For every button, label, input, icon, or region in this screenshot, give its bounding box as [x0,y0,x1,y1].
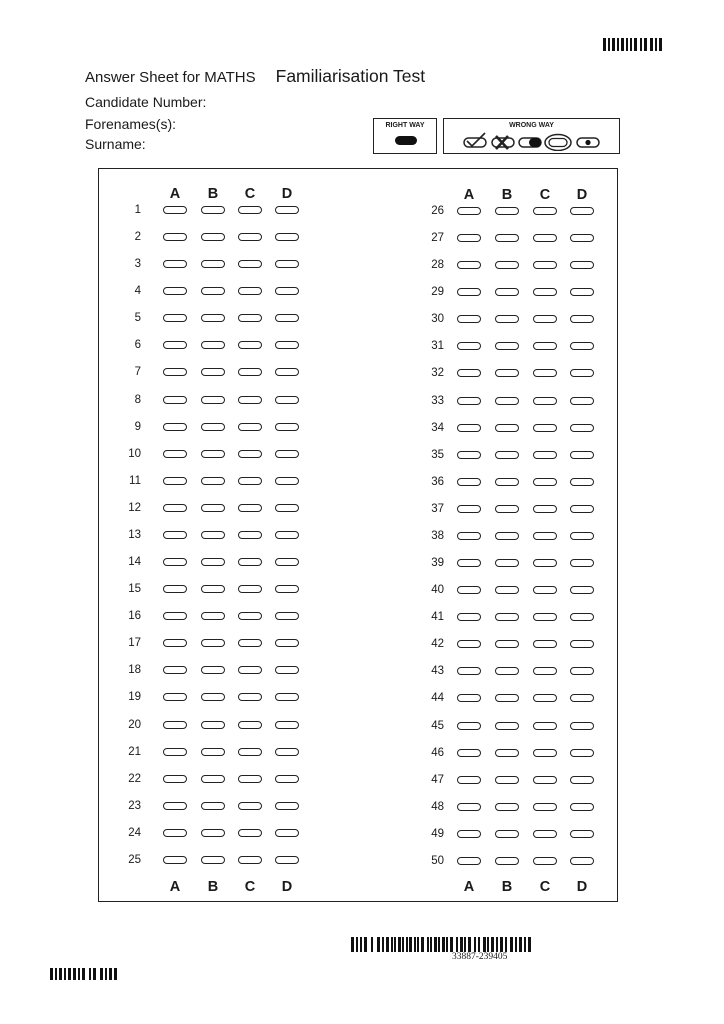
answer-bubble-30-a[interactable] [457,315,481,323]
answer-bubble-40-c[interactable] [533,586,557,594]
answer-bubble-1-d[interactable] [275,206,299,214]
answer-bubble-19-d[interactable] [275,693,299,701]
question-number: 16 [128,610,141,623]
question-number: 31 [431,340,444,353]
answer-bubble-40-b[interactable] [495,586,519,594]
answer-bubble-10-a[interactable] [163,450,187,458]
answer-bubble-48-a[interactable] [457,803,481,811]
answer-bubble-2-a[interactable] [163,233,187,241]
candidate-number-label: Candidate Number: [85,94,207,110]
answer-bubble-2-c[interactable] [238,233,262,241]
answer-bubble-25-c[interactable] [238,856,262,864]
question-number: 36 [431,475,444,488]
answer-bubble-30-b[interactable] [495,315,519,323]
answer-bubble-50-a[interactable] [457,857,481,865]
answer-bubble-37-d[interactable] [570,505,594,513]
answer-bubble-28-a[interactable] [457,261,481,269]
answer-bubble-42-d[interactable] [570,640,594,648]
page-title [85,66,425,87]
answer-bubble-14-b[interactable] [201,558,225,566]
question-number: 19 [128,691,141,704]
wrong-marks-icon [462,131,602,151]
question-number: 24 [128,826,141,839]
answer-bubble-42-b[interactable] [495,640,519,648]
right-top-col-header-a: A [463,187,475,203]
surname-label: Surname: [85,136,146,152]
answer-bubble-17-b[interactable] [201,639,225,647]
answer-bubble-11-a[interactable] [163,477,187,485]
answer-bubble-37-a[interactable] [457,505,481,513]
question-number: 30 [431,313,444,326]
question-number: 5 [134,312,141,325]
answer-bubble-12-a[interactable] [163,504,187,512]
answer-bubble-14-a[interactable] [163,558,187,566]
question-number: 10 [128,447,141,460]
question-number: 21 [128,745,141,758]
question-number: 27 [431,232,444,245]
answer-bubble-27-c[interactable] [533,234,557,242]
answer-bubble-5-a[interactable] [163,314,187,322]
answer-bubble-49-b[interactable] [495,830,519,838]
question-number: 28 [431,259,444,272]
question-number: 6 [134,339,141,352]
question-number: 11 [129,474,141,487]
barcode-bar [659,38,662,51]
answer-bubble-50-d[interactable] [570,857,594,865]
answer-bubble-35-a[interactable] [457,451,481,459]
answer-bubble-18-b[interactable] [201,666,225,674]
answer-bubble-29-b[interactable] [495,288,519,296]
question-number: 7 [134,366,141,379]
answer-bubble-11-c[interactable] [238,477,262,485]
answer-bubble-23-d[interactable] [275,802,299,810]
answer-bubble-17-c[interactable] [238,639,262,647]
answer-bubble-34-a[interactable] [457,424,481,432]
question-number: 39 [431,557,444,570]
wrong-way-legend [443,118,620,154]
answer-bubble-22-d[interactable] [275,775,299,783]
question-number: 44 [431,692,444,705]
answer-bubble-12-b[interactable] [201,504,225,512]
question-number: 40 [431,584,444,597]
answer-bubble-40-a[interactable] [457,586,481,594]
cross-mark-icon [492,136,514,149]
answer-bubble-15-d[interactable] [275,585,299,593]
question-number: 13 [128,528,141,541]
answer-bubble-35-b[interactable] [495,451,519,459]
answer-bubble-46-b[interactable] [495,749,519,757]
answer-bubble-22-b[interactable] [201,775,225,783]
answer-bubble-36-b[interactable] [495,478,519,486]
question-number: 32 [431,367,444,380]
answer-bubble-24-c[interactable] [238,829,262,837]
answer-bubble-7-c[interactable] [238,368,262,376]
answer-bubble-46-c[interactable] [533,749,557,757]
question-number: 20 [128,718,141,731]
answer-bubble-6-c[interactable] [238,341,262,349]
answer-bubble-9-d[interactable] [275,423,299,431]
answer-bubble-17-d[interactable] [275,639,299,647]
answer-bubble-35-c[interactable] [533,451,557,459]
tick-mark-icon [464,133,486,147]
answer-bubble-8-a[interactable] [163,396,187,404]
answer-bubble-5-b[interactable] [201,314,225,322]
answer-bubble-48-c[interactable] [533,803,557,811]
answer-bubble-17-a[interactable] [163,639,187,647]
question-number: 18 [128,664,141,677]
answer-bubble-45-a[interactable] [457,722,481,730]
answer-bubble-7-d[interactable] [275,368,299,376]
answer-bubble-37-c[interactable] [533,505,557,513]
answer-bubble-18-a[interactable] [163,666,187,674]
answer-bubble-42-c[interactable] [533,640,557,648]
right-bottom-col-header-a: A [463,879,475,895]
answer-bubble-30-d[interactable] [570,315,594,323]
dot-mark-icon [577,138,599,147]
answer-bubble-31-a[interactable] [457,342,481,350]
answer-bubble-33-c[interactable] [533,397,557,405]
answer-bubble-31-d[interactable] [570,342,594,350]
answer-bubble-47-a[interactable] [457,776,481,784]
question-number: 9 [134,420,141,433]
answer-bubble-27-d[interactable] [570,234,594,242]
answer-bubble-33-a[interactable] [457,397,481,405]
answer-bubble-48-d[interactable] [570,803,594,811]
left-top-col-header-c: C [244,186,256,202]
answer-bubble-35-d[interactable] [570,451,594,459]
answer-bubble-44-c[interactable] [533,694,557,702]
question-number: 42 [431,638,444,651]
forenames-label: Forenames(s): [85,116,177,132]
answer-bubble-29-d[interactable] [570,288,594,296]
answer-bubble-34-d[interactable] [570,424,594,432]
answer-bubble-21-d[interactable] [275,748,299,756]
answer-bubble-16-b[interactable] [201,612,225,620]
answer-bubble-10-c[interactable] [238,450,262,458]
answer-bubble-1-a[interactable] [163,206,187,214]
answer-bubble-1-c[interactable] [238,206,262,214]
answer-bubble-45-d[interactable] [570,722,594,730]
answer-bubble-41-c[interactable] [533,613,557,621]
answer-bubble-46-a[interactable] [457,749,481,757]
question-number: 48 [431,800,444,813]
answer-bubble-25-b[interactable] [201,856,225,864]
answer-bubble-28-b[interactable] [495,261,519,269]
answer-bubble-50-b[interactable] [495,857,519,865]
answer-bubble-36-d[interactable] [570,478,594,486]
question-number: 37 [431,502,444,515]
half-filled-icon [519,138,541,147]
question-number: 23 [128,799,141,812]
question-number: 38 [431,529,444,542]
answer-bubble-22-c[interactable] [238,775,262,783]
answer-bubble-29-c[interactable] [533,288,557,296]
answer-bubble-47-c[interactable] [533,776,557,784]
answer-bubble-21-b[interactable] [201,748,225,756]
answer-bubble-43-c[interactable] [533,667,557,675]
answer-bubble-13-a[interactable] [163,531,187,539]
answer-bubble-9-b[interactable] [201,423,225,431]
answer-bubble-44-d[interactable] [570,694,594,702]
question-number: 43 [431,665,444,678]
answer-bubble-26-a[interactable] [457,207,481,215]
answer-bubble-9-c[interactable] [238,423,262,431]
filled-bubble-icon [395,136,417,145]
answer-bubble-43-d[interactable] [570,667,594,675]
question-number: 8 [134,393,141,406]
question-number: 4 [134,285,141,298]
answer-bubble-32-d[interactable] [570,369,594,377]
question-number: 47 [431,773,444,786]
answer-bubble-33-b[interactable] [495,397,519,405]
answer-grid [98,168,618,902]
answer-bubble-15-b[interactable] [201,585,225,593]
answer-bubble-13-c[interactable] [238,531,262,539]
answer-bubble-4-d[interactable] [275,287,299,295]
right-bottom-col-header-b: B [501,879,513,895]
answer-bubble-6-d[interactable] [275,341,299,349]
answer-bubble-4-a[interactable] [163,287,187,295]
answer-bubble-28-d[interactable] [570,261,594,269]
answer-bubble-47-b[interactable] [495,776,519,784]
answer-bubble-38-c[interactable] [533,532,557,540]
answer-bubble-46-d[interactable] [570,749,594,757]
answer-bubble-34-c[interactable] [533,424,557,432]
right-top-col-header-c: C [539,187,551,203]
answer-bubble-45-b[interactable] [495,722,519,730]
left-bottom-col-header-d: D [281,879,293,895]
answer-bubble-10-d[interactable] [275,450,299,458]
answer-bubble-7-b[interactable] [201,368,225,376]
answer-bubble-7-a[interactable] [163,368,187,376]
answer-bubble-19-c[interactable] [238,693,262,701]
answer-bubble-47-d[interactable] [570,776,594,784]
answer-bubble-3-d[interactable] [275,260,299,268]
answer-bubble-14-d[interactable] [275,558,299,566]
right-top-col-header-b: B [501,187,513,203]
question-number: 29 [431,286,444,299]
answer-bubble-19-a[interactable] [163,693,187,701]
question-number: 25 [128,853,141,866]
question-number: 49 [431,827,444,840]
answer-bubble-22-a[interactable] [163,775,187,783]
answer-bubble-36-c[interactable] [533,478,557,486]
question-number: 35 [431,448,444,461]
answer-bubble-43-a[interactable] [457,667,481,675]
left-bottom-col-header-b: B [207,879,219,895]
answer-bubble-5-c[interactable] [238,314,262,322]
answer-bubble-39-b[interactable] [495,559,519,567]
answer-bubble-29-a[interactable] [457,288,481,296]
answer-bubble-40-d[interactable] [570,586,594,594]
answer-bubble-48-b[interactable] [495,803,519,811]
answer-bubble-49-a[interactable] [457,830,481,838]
answer-bubble-6-a[interactable] [163,341,187,349]
answer-bubble-32-a[interactable] [457,369,481,377]
answer-bubble-41-d[interactable] [570,613,594,621]
answer-bubble-41-b[interactable] [495,613,519,621]
question-number: 45 [431,719,444,732]
barcode-bar [528,937,531,952]
answer-bubble-31-b[interactable] [495,342,519,350]
answer-bubble-20-b[interactable] [201,721,225,729]
answer-bubble-32-b[interactable] [495,369,519,377]
answer-bubble-2-b[interactable] [201,233,225,241]
answer-bubble-25-a[interactable] [163,856,187,864]
answer-bubble-39-c[interactable] [533,559,557,567]
question-number: 17 [128,637,141,650]
answer-bubble-28-c[interactable] [533,261,557,269]
answer-bubble-23-c[interactable] [238,802,262,810]
answer-bubble-16-a[interactable] [163,612,187,620]
answer-bubble-39-d[interactable] [570,559,594,567]
answer-bubble-5-d[interactable] [275,314,299,322]
answer-bubble-16-d[interactable] [275,612,299,620]
answer-bubble-24-a[interactable] [163,829,187,837]
answer-bubble-3-a[interactable] [163,260,187,268]
question-number: 41 [431,611,444,624]
barcode-bar [114,968,117,980]
question-number: 33 [431,394,444,407]
answer-bubble-45-c[interactable] [533,722,557,730]
answer-bubble-49-c[interactable] [533,830,557,838]
answer-bubble-18-c[interactable] [238,666,262,674]
question-number: 50 [431,854,444,867]
right-bottom-col-header-c: C [539,879,551,895]
answer-bubble-38-b[interactable] [495,532,519,540]
bottom-barcode [351,937,531,952]
answer-bubble-15-c[interactable] [238,585,262,593]
answer-bubble-12-c[interactable] [238,504,262,512]
answer-bubble-11-b[interactable] [201,477,225,485]
answer-bubble-24-b[interactable] [201,829,225,837]
left-bottom-col-header-c: C [244,879,256,895]
question-number: 46 [431,746,444,759]
answer-bubble-20-c[interactable] [238,721,262,729]
answer-bubble-26-d[interactable] [570,207,594,215]
answer-bubble-24-d[interactable] [275,829,299,837]
answer-bubble-26-b[interactable] [495,207,519,215]
answer-bubble-11-d[interactable] [275,477,299,485]
right-way-label: RIGHT WAY [385,122,425,129]
answer-bubble-3-b[interactable] [201,260,225,268]
answer-bubble-4-b[interactable] [201,287,225,295]
answer-bubble-27-a[interactable] [457,234,481,242]
answer-bubble-25-d[interactable] [275,856,299,864]
answer-bubble-19-b[interactable] [201,693,225,701]
answer-bubble-44-a[interactable] [457,694,481,702]
answer-bubble-13-d[interactable] [275,531,299,539]
barcode-number: 33887-239405 [452,952,508,962]
left-top-col-header-a: A [169,186,181,202]
right-bottom-col-header-d: D [576,879,588,895]
answer-bubble-49-d[interactable] [570,830,594,838]
title-test: Familiarisation Test [275,66,426,86]
answer-bubble-38-d[interactable] [570,532,594,540]
answer-bubble-12-d[interactable] [275,504,299,512]
question-number: 34 [431,421,444,434]
right-top-col-header-d: D [576,187,588,203]
left-bottom-col-header-a: A [169,879,181,895]
question-number: 3 [134,258,141,271]
wrong-way-label: WRONG WAY [509,122,554,129]
answer-bubble-1-b[interactable] [201,206,225,214]
answer-bubble-6-b[interactable] [201,341,225,349]
answer-bubble-43-b[interactable] [495,667,519,675]
circled-mark-icon [545,135,571,151]
answer-bubble-23-b[interactable] [201,802,225,810]
answer-bubble-8-d[interactable] [275,396,299,404]
answer-bubble-41-a[interactable] [457,613,481,621]
right-way-legend [373,118,437,154]
answer-bubble-50-c[interactable] [533,857,557,865]
answer-bubble-44-b[interactable] [495,694,519,702]
answer-bubble-21-c[interactable] [238,748,262,756]
top-right-barcode [603,38,662,51]
answer-bubble-3-c[interactable] [238,260,262,268]
answer-bubble-9-a[interactable] [163,423,187,431]
answer-bubble-2-d[interactable] [275,233,299,241]
answer-bubble-16-c[interactable] [238,612,262,620]
answer-bubble-8-c[interactable] [238,396,262,404]
left-top-col-header-b: B [207,186,219,202]
answer-bubble-36-a[interactable] [457,478,481,486]
question-number: 2 [134,231,141,244]
question-number: 26 [431,205,444,217]
answer-bubble-27-b[interactable] [495,234,519,242]
answer-bubble-26-c[interactable] [533,207,557,215]
answer-bubble-20-a[interactable] [163,721,187,729]
answer-bubble-14-c[interactable] [238,558,262,566]
question-number: 22 [128,772,141,785]
bottom-left-barcode [50,968,117,980]
answer-bubble-39-a[interactable] [457,559,481,567]
answer-bubble-15-a[interactable] [163,585,187,593]
answer-bubble-34-b[interactable] [495,424,519,432]
answer-bubble-10-b[interactable] [201,450,225,458]
answer-bubble-18-d[interactable] [275,666,299,674]
answer-bubble-38-a[interactable] [457,532,481,540]
title-main: Answer Sheet for MATHS [85,69,256,86]
answer-bubble-30-c[interactable] [533,315,557,323]
answer-bubble-42-a[interactable] [457,640,481,648]
answer-bubble-20-d[interactable] [275,721,299,729]
question-number: 14 [128,556,141,569]
answer-bubble-21-a[interactable] [163,748,187,756]
left-top-col-header-d: D [281,186,293,202]
answer-bubble-8-b[interactable] [201,396,225,404]
answer-bubble-13-b[interactable] [201,531,225,539]
answer-bubble-37-b[interactable] [495,505,519,513]
answer-bubble-31-c[interactable] [533,342,557,350]
question-number: 1 [134,204,141,216]
answer-bubble-4-c[interactable] [238,287,262,295]
answer-bubble-33-d[interactable] [570,397,594,405]
answer-bubble-23-a[interactable] [163,802,187,810]
question-number: 12 [128,501,141,514]
question-number: 15 [128,583,141,596]
answer-bubble-32-c[interactable] [533,369,557,377]
